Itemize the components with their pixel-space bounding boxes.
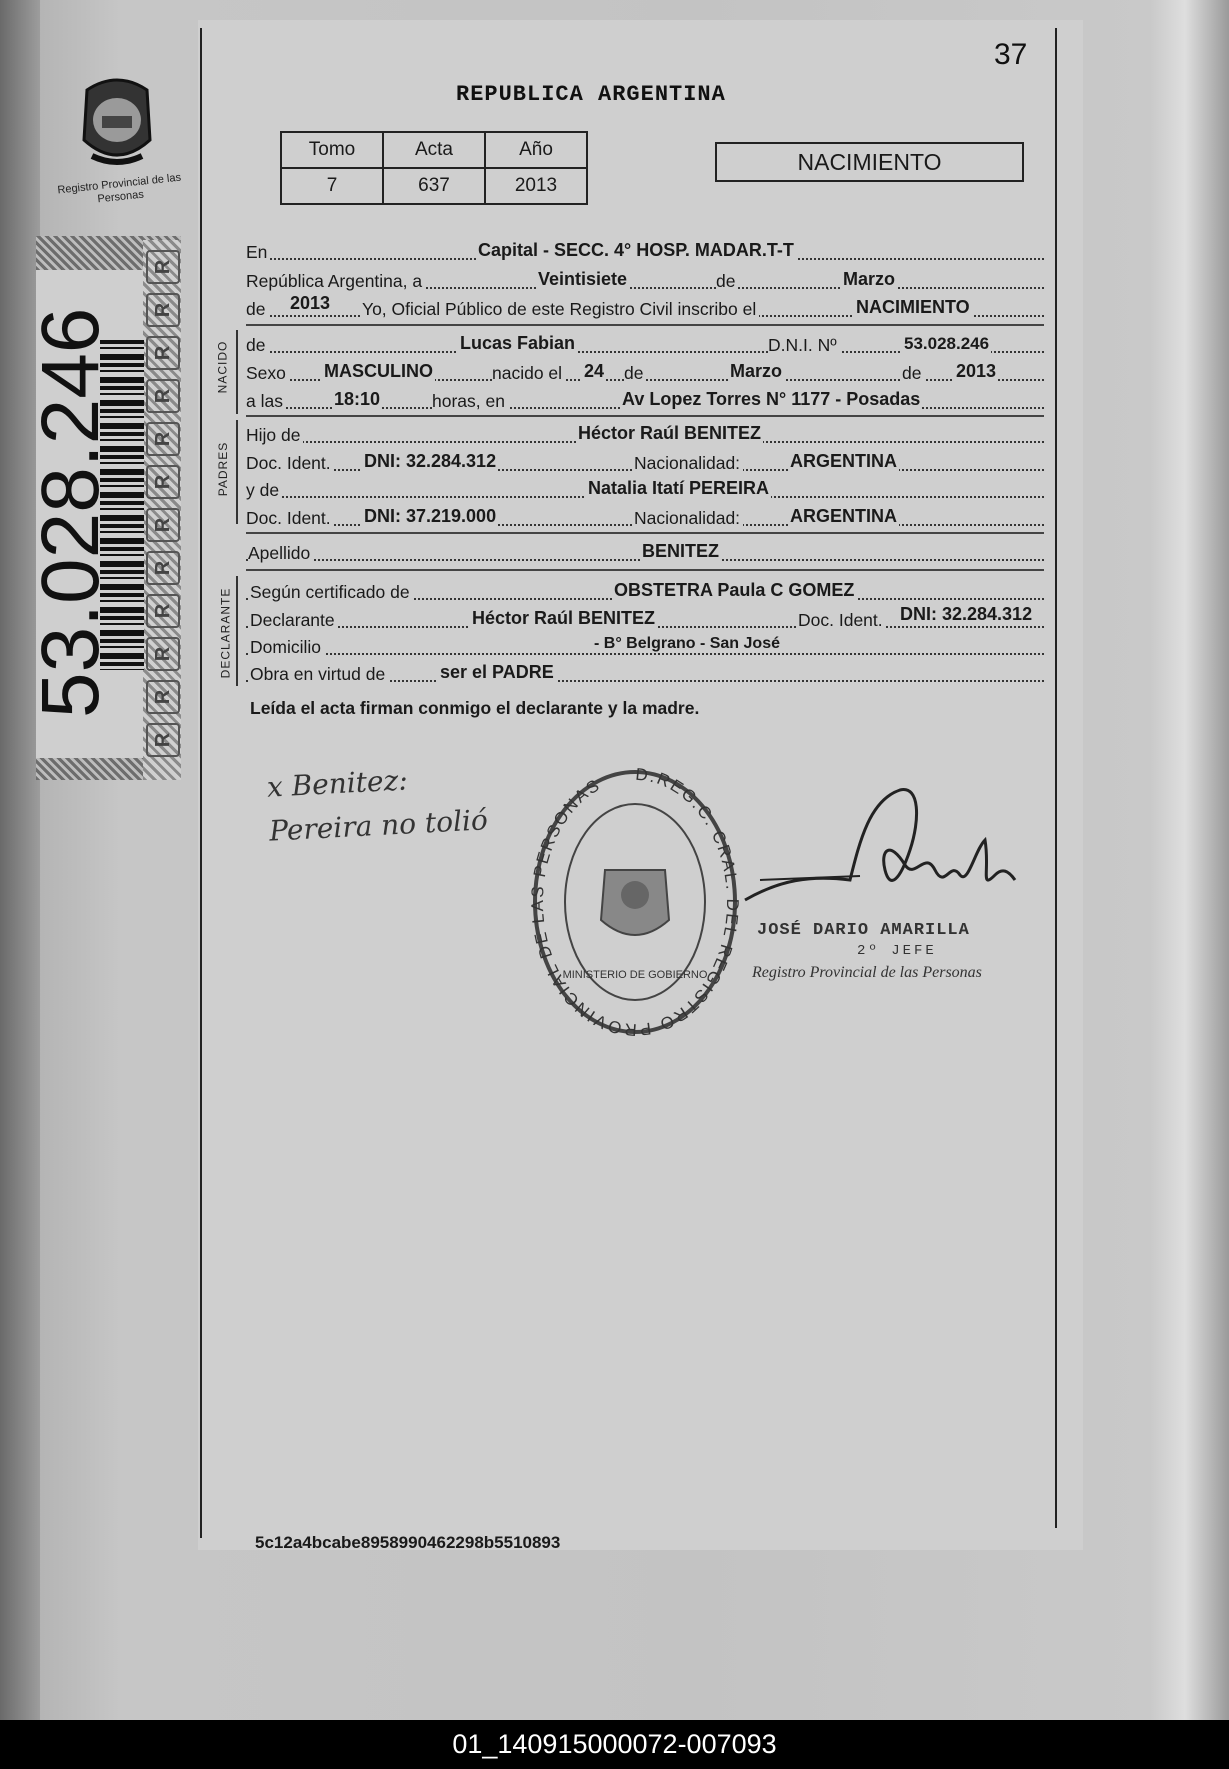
page-rule-left bbox=[200, 28, 202, 1538]
registry-caption: Registro Provincial de las Personas bbox=[56, 171, 182, 206]
value-tomo: 7 bbox=[281, 168, 383, 204]
line-hijo-de bbox=[246, 422, 1044, 446]
value-mother-name: Natalia Itatí PEREIRA bbox=[588, 478, 770, 498]
official-name: JOSÉ DARIO AMARILLA bbox=[757, 921, 970, 940]
closing-statement: Leída el acta firman conmigo el declarante y la madre. bbox=[250, 698, 700, 718]
value-day: Veintisiete bbox=[538, 269, 628, 289]
r-mark: R bbox=[146, 465, 180, 499]
official-seal bbox=[525, 760, 745, 1045]
label-de-year: de bbox=[246, 299, 268, 320]
r-mark: R bbox=[146, 723, 180, 757]
r-mark: R bbox=[146, 293, 180, 327]
r-mark: R bbox=[146, 680, 180, 714]
label-declarante-doc: Doc. Ident. bbox=[798, 610, 886, 631]
separator-2 bbox=[246, 415, 1044, 417]
document-type-box: NACIMIENTO bbox=[715, 142, 1024, 182]
label-de: de bbox=[716, 271, 738, 292]
official-title: 2º JEFE bbox=[857, 943, 937, 959]
line-alas bbox=[246, 388, 1044, 412]
label-y-de: y de bbox=[246, 480, 282, 501]
seal-emblem-icon bbox=[601, 870, 669, 935]
r-mark: R bbox=[146, 422, 180, 456]
page-rule-right bbox=[1055, 28, 1057, 1528]
line-domicilio bbox=[246, 634, 1044, 658]
label-declarante: Declarante bbox=[250, 610, 338, 631]
label-mother-doc: Doc. Ident. bbox=[246, 508, 334, 529]
line-y-de bbox=[246, 477, 1044, 501]
label-de-month: de bbox=[624, 363, 646, 384]
signature-graphic bbox=[740, 780, 1020, 920]
label-apellido: Apellido bbox=[248, 543, 313, 564]
label-mother-nationality: Nacionalidad: bbox=[634, 508, 743, 529]
section-label-nacido: NACIDO bbox=[215, 340, 230, 394]
line-certificado bbox=[246, 579, 1044, 603]
handwritten-note bbox=[266, 754, 489, 853]
label-dni: D.N.I. Nº bbox=[768, 335, 840, 356]
handwritten-note-line: x Benitez: bbox=[266, 763, 409, 804]
registry-logo bbox=[72, 70, 162, 180]
r-mark: R bbox=[146, 508, 180, 542]
line-sexo bbox=[246, 360, 1044, 384]
value-inscribe: NACIMIENTO bbox=[856, 297, 970, 317]
line-mother-doc bbox=[246, 505, 1044, 529]
value-birth-day: 24 bbox=[584, 361, 605, 381]
line-nacido-name bbox=[246, 332, 1044, 356]
handwritten-note-line: Pereira no tolió bbox=[268, 803, 489, 848]
r-mark: R bbox=[146, 250, 180, 284]
r-mark: R bbox=[146, 336, 180, 370]
label-en: En bbox=[246, 242, 270, 263]
line-republica bbox=[246, 268, 1044, 292]
separator-4 bbox=[246, 569, 1044, 571]
value-child-name: Lucas Fabian bbox=[460, 333, 576, 353]
page-number: 37 bbox=[994, 38, 1028, 71]
declarante-bracket bbox=[236, 576, 238, 686]
value-obra: ser el PADRE bbox=[440, 662, 554, 682]
line-obra bbox=[246, 661, 1044, 685]
value-father-name: Héctor Raúl BENITEZ bbox=[578, 423, 762, 443]
value-acta: 637 bbox=[383, 168, 485, 204]
line-father-doc bbox=[246, 450, 1044, 474]
r-mark: R bbox=[146, 594, 180, 628]
label-de-name: de bbox=[246, 335, 268, 356]
value-child-dni: 53.028.246 bbox=[904, 334, 990, 353]
label-certificado: Según certificado de bbox=[250, 582, 413, 603]
nacido-bracket bbox=[236, 330, 238, 414]
spine-dni-number: 53.028.246 bbox=[25, 307, 116, 718]
r-mark: R bbox=[146, 551, 180, 585]
value-birth-year: 2013 bbox=[956, 361, 997, 381]
separator-3 bbox=[246, 532, 1044, 534]
value-declarante: Héctor Raúl BENITEZ bbox=[472, 608, 656, 628]
label-horas-en: horas, en bbox=[432, 391, 508, 412]
header-acta: Acta bbox=[383, 132, 485, 168]
value-father-doc: DNI: 32.284.312 bbox=[364, 451, 497, 471]
registry-table bbox=[280, 131, 588, 205]
separator-1 bbox=[246, 324, 1044, 326]
seal-inner-text: MINISTERIO DE GOBIERNO bbox=[562, 969, 708, 981]
value-mother-nationality: ARGENTINA bbox=[790, 506, 897, 526]
footer-filename: 01_140915000072-007093 bbox=[0, 1720, 1229, 1769]
value-apellido: BENITEZ bbox=[642, 541, 720, 561]
value-sexo: MASCULINO bbox=[324, 361, 433, 381]
country-title: REPUBLICA ARGENTINA bbox=[456, 82, 726, 107]
section-label-padres: PADRES bbox=[216, 441, 231, 497]
label-republica: República Argentina, a bbox=[246, 271, 425, 292]
value-month: Marzo bbox=[843, 269, 896, 289]
line-apellido bbox=[246, 540, 1044, 564]
label-father-nationality: Nacionalidad: bbox=[634, 453, 743, 474]
value-mother-doc: DNI: 37.219.000 bbox=[364, 506, 497, 526]
book-binding bbox=[0, 0, 40, 1720]
value-ano: 2013 bbox=[485, 168, 587, 204]
r-mark: R bbox=[146, 379, 180, 413]
value-domicilio: - B° Belgrano - San José bbox=[594, 635, 780, 652]
label-alas: a las bbox=[246, 391, 286, 412]
header-tomo: Tomo bbox=[281, 132, 383, 168]
label-hijo-de: Hijo de bbox=[246, 425, 303, 446]
label-father-doc: Doc. Ident. bbox=[246, 453, 334, 474]
value-birth-place: Av Lopez Torres N° 1177 - Posadas bbox=[622, 389, 921, 409]
label-domicilio: Domicilio bbox=[250, 637, 324, 658]
value-declarante-doc: DNI: 32.284.312 bbox=[900, 604, 1033, 624]
r-mark: R bbox=[146, 637, 180, 671]
label-de-birth-year: de bbox=[902, 363, 924, 384]
document-hash: 5c12a4bcabe8958990462298b5510893 bbox=[255, 1533, 561, 1552]
value-birth-month: Marzo bbox=[730, 361, 783, 381]
header-ano: Año bbox=[485, 132, 587, 168]
padres-bracket bbox=[236, 420, 238, 524]
line-yo bbox=[246, 293, 1044, 320]
value-year: 2013 bbox=[290, 293, 331, 313]
seal-outer-text: D.REG.C. CRAL. DEL REGISTRO PROVINCIAL DE LAS PERSONAS bbox=[527, 764, 743, 1040]
section-label-declarante: DECLARANTE bbox=[218, 587, 233, 679]
value-place-registry: Capital - SECC. 4° HOSP. MADAR.T-T bbox=[478, 240, 794, 260]
official-office: Registro Provincial de las Personas bbox=[752, 964, 982, 981]
value-certificado: OBSTETRA Paula C GOMEZ bbox=[614, 580, 855, 600]
label-obra: Obra en virtud de bbox=[250, 664, 388, 685]
label-sexo: Sexo bbox=[246, 363, 289, 384]
value-father-nationality: ARGENTINA bbox=[790, 451, 897, 471]
line-declarante bbox=[246, 604, 1044, 631]
line-en bbox=[246, 239, 1044, 263]
value-birth-time: 18:10 bbox=[334, 389, 381, 409]
label-yo: Yo, Oficial Público de este Registro Civil inscribo el bbox=[362, 299, 759, 320]
label-nacido-el: nacido el bbox=[492, 363, 565, 384]
